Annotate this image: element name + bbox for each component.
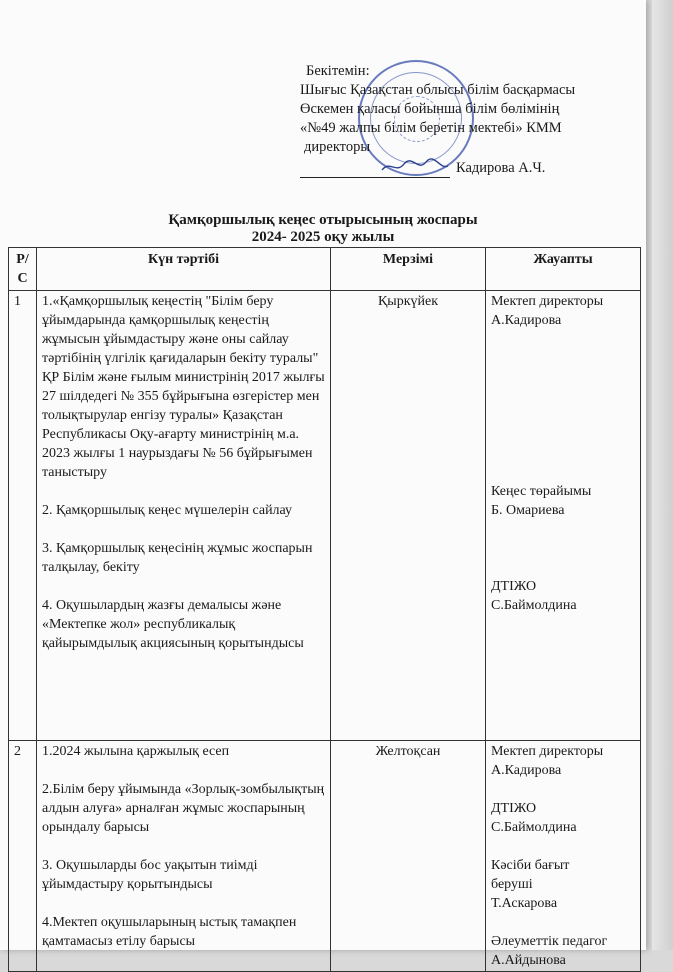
document-title: Қамқоршылық кеңес отырысының жоспары: [168, 212, 478, 228]
signature-underline: [300, 163, 450, 178]
approval-line-school: «№49 жалпы білім беретін мектебі» КММ: [300, 120, 562, 136]
responsible-person: Кәсіби бағыт беруші Т.Аскарова: [491, 858, 570, 911]
document-academic-year: 2024- 2025 оқу жылы: [251, 229, 395, 245]
agenda-item: 3. Оқушыларды бос уақытын тиімді ұйымдастыру қорытындысы: [42, 858, 258, 892]
agenda-cell: [37, 741, 331, 972]
plan-table: [8, 247, 641, 972]
date-cell: Желтоқсан: [331, 741, 486, 972]
agenda-item: 1.«Қамқоршылық кеңестің "Білім беру ұйымдарында қамқоршылық кеңестің жұмысын ұйымдастыру және оны сайлау тәртібінің үлгілік қағидаларын бекіту туралы" ҚР Білім және ғылым министрінің 2017 жылғы 27 шілдедегі № 355 бұйрығына өзгерістер мен толықтырулар енгізу туралы» Қазақстан Республикасы Оқу-ағарту министрінің м.а. 2023 жылғы 1 наурыздағы № 56 бұйрығымен таныстыру: [42, 294, 325, 480]
responsible-person: Мектеп директоры А.Кадирова: [491, 744, 604, 778]
table-row: [9, 741, 641, 972]
signature-line: [300, 159, 640, 178]
responsible-cell: [486, 291, 641, 741]
approval-block: [300, 62, 640, 178]
responsible-person: ДТІЖО С.Баймолдина: [491, 579, 577, 613]
agenda-cell: [37, 291, 331, 741]
approval-line-region: Шығыс Қазақстан облысы білім басқармасы: [300, 82, 576, 98]
responsible-person: Әлеуметтік педагог А.Айдынова: [491, 934, 608, 968]
adjacent-page-edge: [652, 0, 673, 950]
agenda-item: 2.Білім беру ұйымында «Зорлық-зомбылықтың алдын алуға» арналған жұмыс жоспарының орындалу барысы: [42, 782, 325, 835]
approval-heading: Бекітемін:: [306, 63, 370, 79]
header-responsible: Жауапты: [486, 248, 641, 291]
header-num: Р/С: [9, 248, 37, 291]
agenda-item: 3. Қамқоршылық кеңесінің жұмыс жоспарын талқылау, бекіту: [42, 541, 313, 575]
responsible-person: Кеңес төрайымы Б. Омариева: [491, 484, 592, 518]
agenda-item: 1.2024 жылына қаржылық есеп: [42, 744, 230, 759]
agenda-item: 2. Қамқоршылық кеңес мүшелерін сайлау: [42, 503, 293, 518]
responsible-person: Мектеп директоры А.Кадирова: [491, 294, 604, 328]
header-date: Мерзімі: [331, 248, 486, 291]
approval-line-position: директоры: [304, 139, 371, 155]
responsible-person: ДТІЖО С.Баймолдина: [491, 801, 577, 835]
responsible-cell: [486, 741, 641, 972]
table-header-row: [9, 248, 641, 291]
agenda-item: 4. Оқушылардың жазғы демалысы және «Мектепке жол» республикалық қайырымдылық акциясының қорытындысы: [42, 598, 304, 651]
agenda-item: 4.Мектеп оқушыларының ыстық тамақпен қамтамасыз етілу барысы: [42, 915, 297, 949]
table-row: [9, 291, 641, 741]
row-number: 2: [9, 741, 37, 972]
row-number: 1: [9, 291, 37, 741]
approval-line-department: Өскемен қаласы бойынша білім бөлімінің: [300, 101, 560, 117]
approval-signer: Кадирова А.Ч.: [456, 160, 546, 176]
date-cell: Қыркүйек: [331, 291, 486, 741]
header-agenda: Күн тәртібі: [37, 248, 331, 291]
